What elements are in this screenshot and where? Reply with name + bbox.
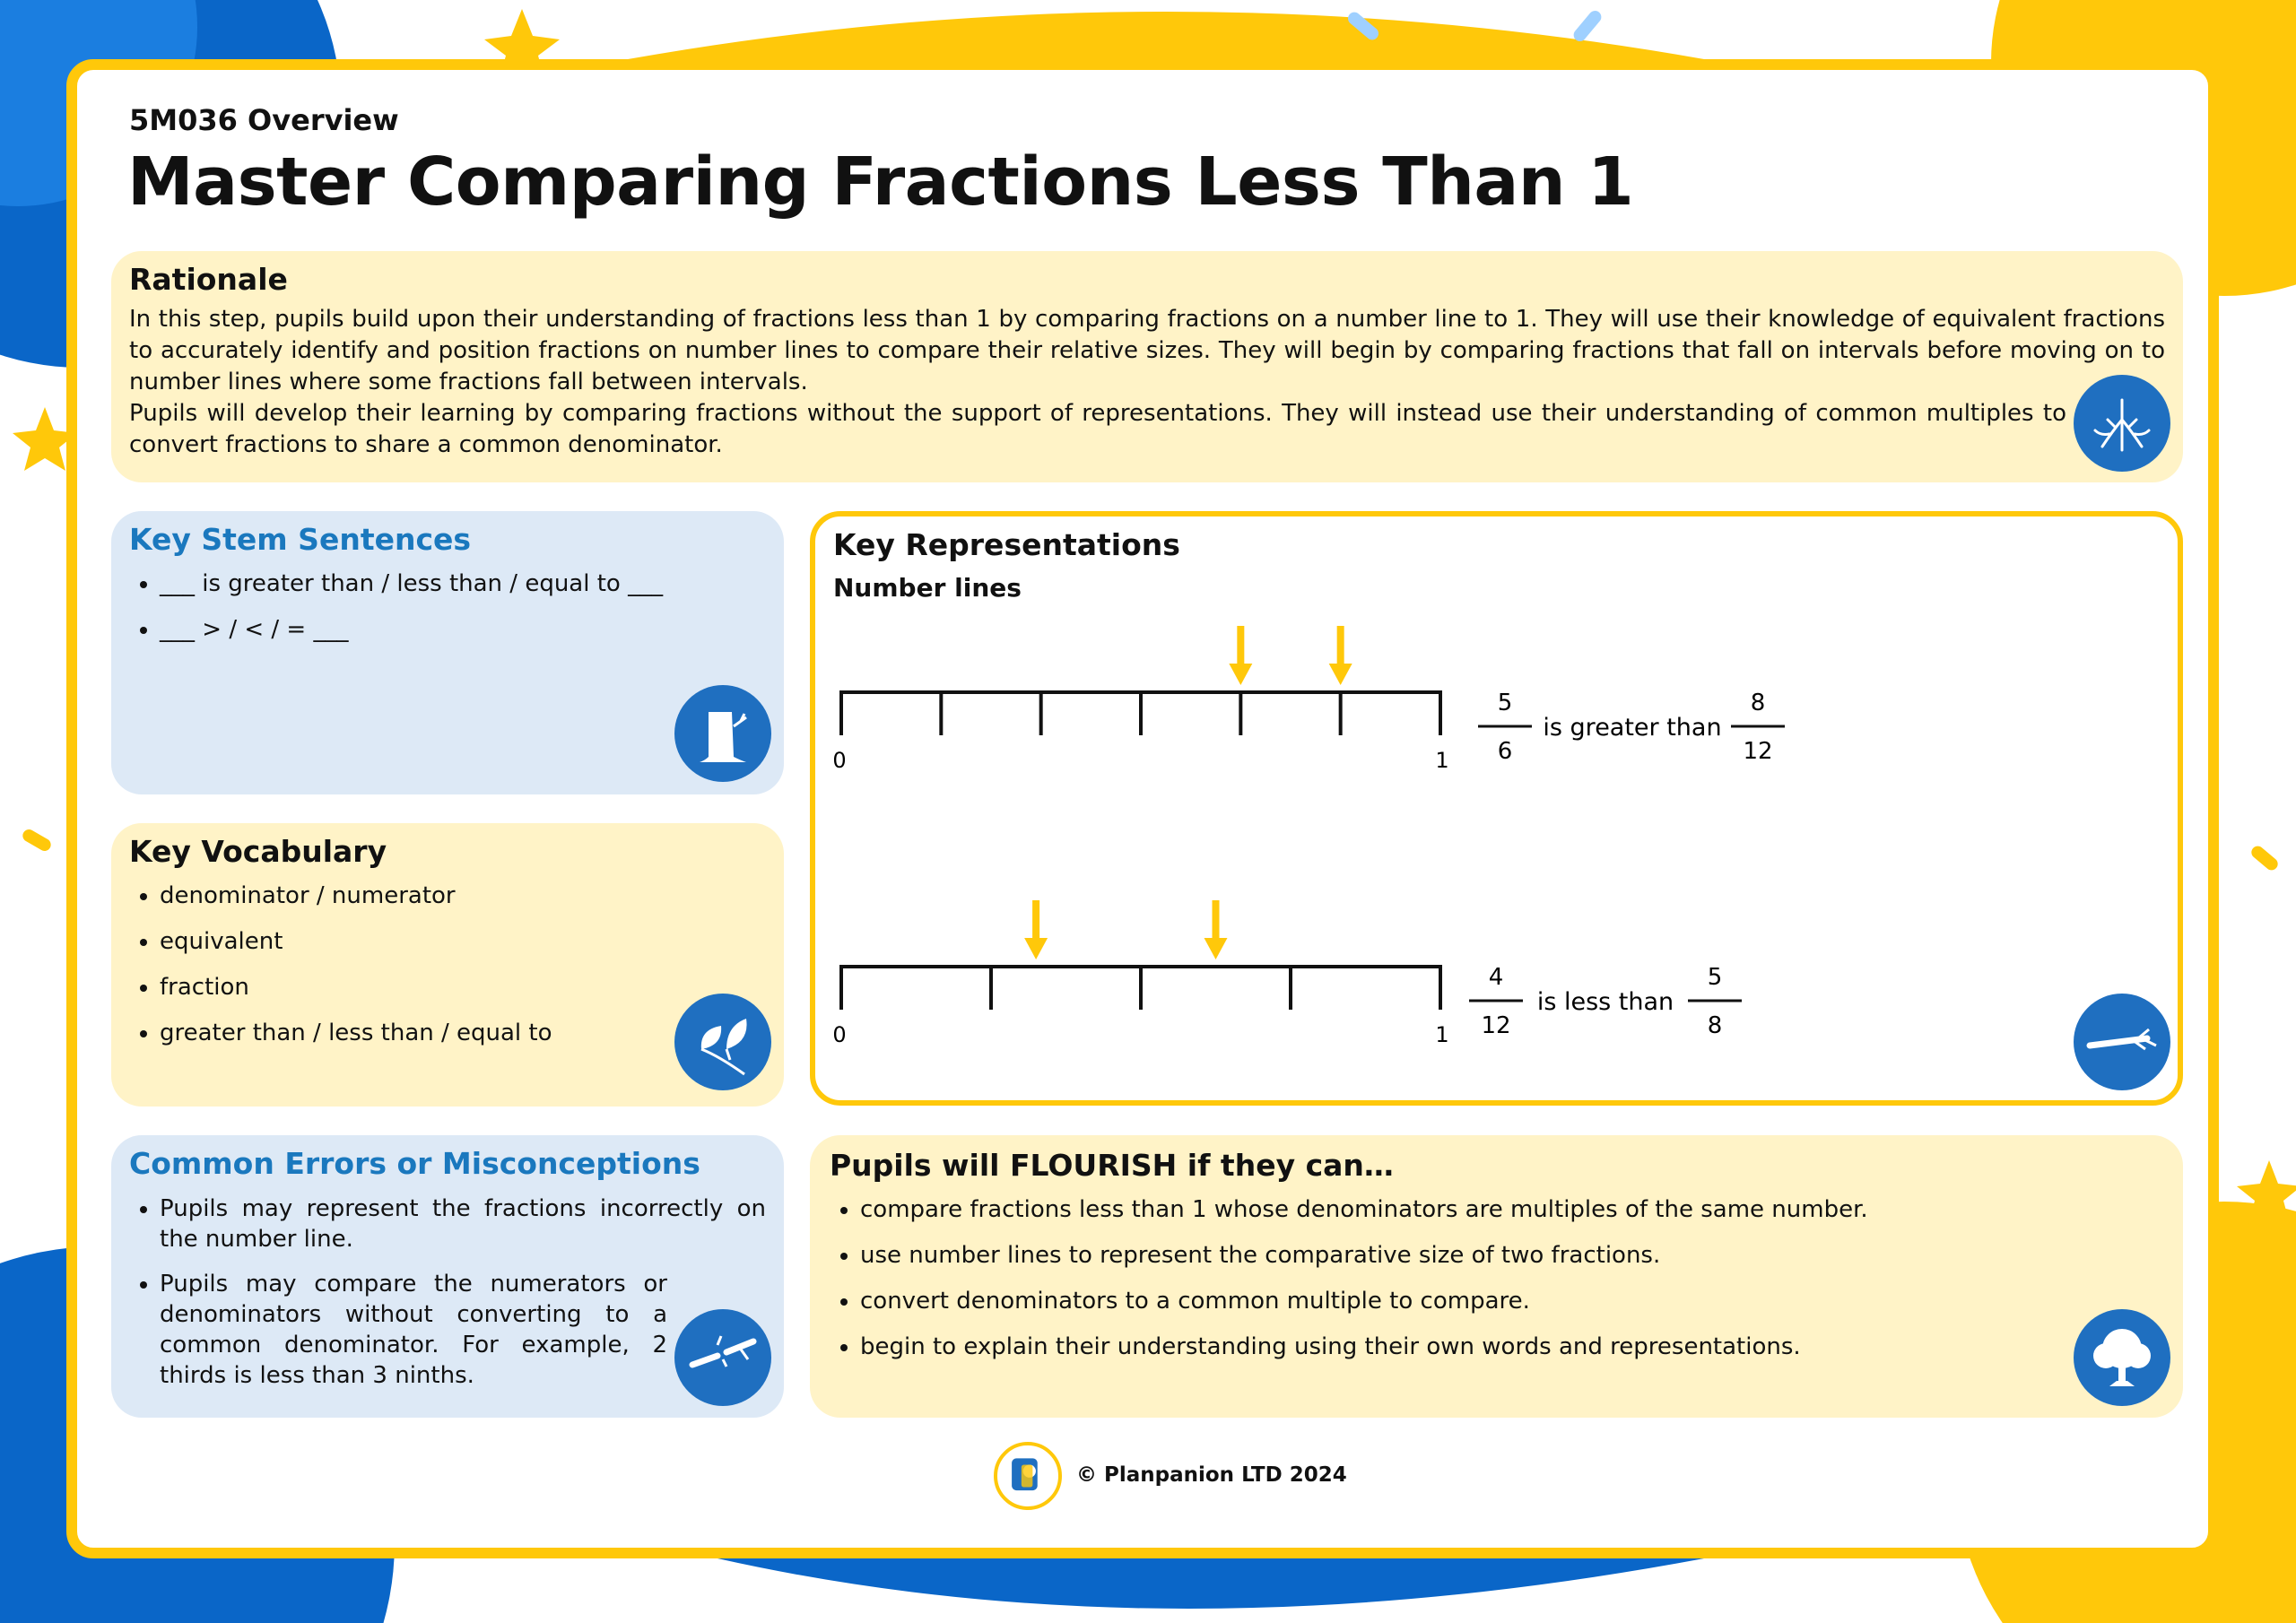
number-lines-subheading: Number lines xyxy=(833,573,1022,603)
list-item: • denominator / numerator xyxy=(160,881,766,911)
list-item: • ___ > / < / = ___ xyxy=(160,615,766,645)
number-line-end-label: 1 xyxy=(1435,1022,1449,1047)
list-item: • ___ is greater than / less than / equal to ___ xyxy=(160,569,766,599)
fraction-numerator: 5 xyxy=(1707,964,1723,991)
fraction-denominator: 12 xyxy=(1743,738,1773,765)
list-item: • greater than / less than / equal to xyxy=(160,1019,766,1048)
list-item: • convert denominators to a common multiple to compare. xyxy=(860,1287,2163,1316)
tree-stump-icon xyxy=(674,685,771,782)
rationale-panel xyxy=(111,251,2183,482)
key-representations-panel xyxy=(810,511,2183,1106)
number-line-start-label: 0 xyxy=(832,748,847,773)
common-errors-heading: Common Errors or Misconceptions xyxy=(129,1146,700,1181)
fraction-denominator: 8 xyxy=(1707,1012,1723,1039)
rationale-heading: Rationale xyxy=(129,262,288,297)
overview-code: 5M036 Overview xyxy=(129,103,399,137)
number-line-start-label: 0 xyxy=(832,1022,847,1047)
leaves-icon xyxy=(674,994,771,1090)
rationale-paragraph-1: In this step, pupils build upon their understanding of fractions less than 1 by comparing fractions on a number line to 1. They will use their knowledge of equivalent fractions to accurately identify and position fractions on number lines to compare their relative sizes. They will begin by comparing fractions that fall on intervals before moving on to number lines where some fractions fall between intervals. xyxy=(129,306,2165,395)
number-line-end-label: 1 xyxy=(1435,748,1449,773)
rationale-paragraph-2: Pupils will develop their learning by comparing fractions without the support of representations. They will instead use their understanding of common multiples to convert fractions to share a common denominator. xyxy=(129,400,2066,458)
tree-icon xyxy=(2074,1309,2170,1406)
page-title: Master Comparing Fractions Less Than 1 xyxy=(127,143,1634,221)
list-item: • begin to explain their understanding using their own words and representations. xyxy=(860,1332,2163,1362)
copyright-text: © Planpanion LTD 2024 xyxy=(1076,1463,1347,1487)
fraction-numerator: 4 xyxy=(1488,964,1504,991)
list-item: • Pupils may compare the numerators or denominators without converting to a common denominator. For example, 2 thirds is less than 3 ninths. xyxy=(160,1269,766,1391)
fraction-numerator: 8 xyxy=(1750,690,1766,716)
branch-icon xyxy=(2074,994,2170,1090)
comparison-relation: is less than xyxy=(1536,988,1674,1016)
list-item: • fraction xyxy=(160,973,766,1002)
roots-icon xyxy=(2074,375,2170,472)
broken-branch-icon xyxy=(674,1309,771,1406)
list-item: • use number lines to represent the comparative size of two fractions. xyxy=(860,1241,2163,1271)
key-representations-heading: Key Representations xyxy=(833,527,1180,562)
fraction-denominator: 6 xyxy=(1497,738,1513,765)
flourish-panel xyxy=(810,1135,2183,1418)
key-vocabulary-heading: Key Vocabulary xyxy=(129,834,387,869)
key-stem-sentences-heading: Key Stem Sentences xyxy=(129,522,472,557)
comparison-relation: is greater than xyxy=(1543,714,1722,742)
flourish-heading: Pupils will FLOURISH if they can… xyxy=(830,1148,1394,1183)
list-item: • Pupils may represent the fractions incorrectly on the number line. xyxy=(160,1193,766,1254)
fraction-numerator: 5 xyxy=(1497,690,1513,716)
fraction-denominator: 12 xyxy=(1481,1012,1511,1039)
list-item: • equivalent xyxy=(160,927,766,957)
planpanion-logo xyxy=(994,1442,1062,1510)
list-item: • compare fractions less than 1 whose denominators are multiples of the same number. xyxy=(860,1195,2163,1225)
